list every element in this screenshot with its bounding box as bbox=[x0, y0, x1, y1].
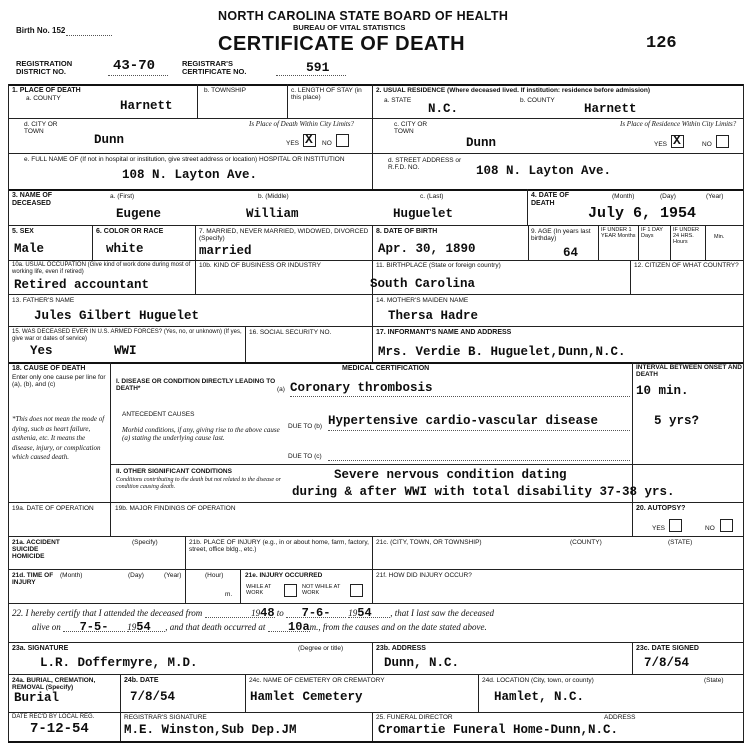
injury-m-label: m. bbox=[225, 591, 233, 598]
antecedent-label: ANTECEDENT CAUSES bbox=[122, 411, 195, 418]
autopsy-no-checkbox bbox=[720, 519, 733, 532]
father-value: Jules Gilbert Huguelet bbox=[34, 309, 200, 323]
not-work-label: NOT WHILE AT WORK bbox=[302, 584, 341, 596]
rule-v-mo bbox=[598, 225, 599, 260]
rule-v-hrs bbox=[670, 225, 671, 260]
accident-specify: (Specify) bbox=[132, 539, 158, 546]
cause-b-line bbox=[328, 430, 630, 431]
age-value: 64 bbox=[563, 246, 579, 260]
first-name-label: a. (First) bbox=[110, 193, 135, 200]
certificate-title: CERTIFICATE OF DEATH bbox=[218, 33, 466, 55]
medical-cert-label: MEDICAL CERTIFICATION bbox=[342, 365, 430, 372]
first-name-value: Eugene bbox=[116, 207, 162, 221]
rule-v-sex bbox=[92, 225, 93, 260]
autopsy-yes-checkbox bbox=[669, 519, 682, 532]
rule-r11 bbox=[8, 569, 744, 570]
rule-v-days bbox=[638, 225, 639, 260]
rule-r9 bbox=[8, 502, 744, 503]
rule-v-bur3 bbox=[478, 674, 479, 712]
degree-label: (Degree or title) bbox=[298, 645, 344, 652]
year-label: (Year) bbox=[706, 193, 724, 200]
rule-r7 bbox=[8, 326, 744, 327]
due-b-label: DUE TO (b) bbox=[288, 423, 323, 430]
reg-signature-label: REGISTRAR'S SIGNATURE bbox=[124, 714, 207, 721]
certify-text-1: 22. I hereby certify that I attended the deceased from 1948 to 7-6- 1954 , that I last saw the deceased bbox=[12, 606, 495, 620]
rule-r6 bbox=[8, 294, 744, 295]
bureau-title: BUREAU OF VITAL STATISTICS bbox=[293, 23, 406, 32]
cause-b-value: Hypertensive cardio-vascular disease bbox=[328, 414, 599, 428]
res-yes-label: YES bbox=[654, 141, 668, 148]
rule-int-top bbox=[632, 362, 743, 363]
place-limits-label: Is Place of Death Within City Limits? bbox=[249, 120, 354, 128]
res-no-label: NO bbox=[702, 141, 712, 148]
place-stay-label: c. LENGTH OF STAY (in this place) bbox=[291, 87, 362, 101]
father-label: 13. FATHER'S NAME bbox=[12, 297, 75, 304]
citizen-label: 12. CITIZEN OF WHAT COUNTRY? bbox=[634, 262, 739, 269]
place-limits-yes-checkbox: X bbox=[303, 134, 316, 147]
occupation-value: Retired accountant bbox=[14, 278, 150, 292]
death-date-label: 4. DATE OF DEATH bbox=[531, 192, 569, 207]
cause-enter-note: Enter only one cause per line for (a), (b), and (c) bbox=[12, 374, 106, 388]
res-city-value: Dunn bbox=[466, 136, 497, 150]
injury-state-label: (STATE) bbox=[668, 539, 693, 546]
name-label: 3. NAME OF DECEASED bbox=[12, 192, 53, 207]
place-yes-label: YES bbox=[286, 140, 300, 147]
middle-name-value: William bbox=[246, 207, 299, 221]
reg-cert-value: 591 bbox=[306, 60, 330, 75]
location-value: Hamlet, N.C. bbox=[494, 690, 585, 704]
residence-label: 2. USUAL RESIDENCE (Where deceased lived. If institution: residence before admission) bbox=[376, 87, 651, 94]
autopsy-yes-label: YES bbox=[652, 525, 666, 532]
rule-v-stay bbox=[287, 84, 288, 118]
hospital-label: e. FULL NAME OF (If not in hospital or institution, give street address or location) HOSPITAL OR INSTITUTION bbox=[24, 156, 345, 163]
not-work-checkbox bbox=[350, 584, 363, 597]
funeral-address-label: ADDRESS bbox=[604, 714, 636, 721]
injury-month-label: (Month) bbox=[60, 572, 83, 579]
while-work-label: WHILE AT WORK bbox=[246, 584, 272, 596]
occupation-label: 10a. USUAL OCCUPATION (Give kind of work done during most of working life, even if retired) bbox=[12, 262, 191, 275]
physician-signature: L.R. Doffermyre, M.D. bbox=[40, 656, 198, 670]
cause-side-note: *This does not mean the mode of dying, such as heart failure, asthenia, etc. It means the disease, injury, or complication which caused death. bbox=[12, 415, 105, 461]
armed-value: Yes bbox=[30, 344, 53, 358]
reg-cert-label: REGISTRAR'S CERTIFICATE NO. bbox=[182, 59, 247, 76]
ssn-label: 16. SOCIAL SECURITY NO. bbox=[249, 329, 332, 336]
res-county-label: b. COUNTY bbox=[520, 97, 555, 104]
last-name-value: Huguelet bbox=[393, 207, 454, 221]
place-city-value: Dunn bbox=[94, 133, 125, 147]
race-value: white bbox=[106, 242, 144, 256]
race-label: 6. COLOR OR RACE bbox=[96, 228, 164, 235]
rule-v-dsig bbox=[632, 642, 633, 674]
rule-v-ssn bbox=[245, 326, 246, 362]
cert-address-value: Dunn, N.C. bbox=[384, 656, 460, 670]
rule-v-biz bbox=[195, 260, 196, 294]
cause-ii-label: II. OTHER SIGNIFICANT CONDITIONS bbox=[116, 468, 232, 475]
armed-label: 15. WAS DECEASED EVER IN U.S. ARMED FORCES? (Yes, no, or unknown) (If yes, give war or dates of service) bbox=[12, 329, 242, 342]
rule-r4 bbox=[8, 225, 744, 226]
injury-hour-label: (Hour) bbox=[205, 572, 224, 579]
rule-r10 bbox=[8, 536, 744, 537]
rule-r14 bbox=[8, 674, 744, 675]
death-date-value: July 6, 1954 bbox=[588, 205, 697, 222]
res-street-label: d. STREET ADDRESS or R.F.D. NO. bbox=[388, 157, 462, 171]
rule-v-bur4 bbox=[372, 712, 373, 741]
reg-district-value: 43-70 bbox=[113, 58, 156, 74]
signature-label: 23a. SIGNATURE bbox=[12, 645, 69, 652]
business-label: 10b. KIND OF BUSINESS OR INDUSTRY bbox=[199, 262, 321, 269]
rule-top bbox=[8, 84, 744, 86]
hospital-value: 108 N. Layton Ave. bbox=[122, 168, 258, 182]
res-city-label: c. CITY OR TOWN bbox=[394, 121, 428, 135]
cause-a-value: Coronary thrombosis bbox=[290, 381, 433, 395]
rule-v-cause bbox=[110, 362, 111, 502]
reg-cert-line bbox=[276, 75, 346, 76]
while-work-checkbox bbox=[284, 584, 297, 597]
burial-label: 24a. BURIAL, CREMATION, REMOVAL (Specify) bbox=[12, 677, 96, 691]
place-county-label: a. COUNTY bbox=[26, 95, 61, 102]
op-findings-label: 19b. MAJOR FINDINGS OF OPERATION bbox=[115, 505, 236, 512]
rule-r2 bbox=[8, 153, 744, 154]
funeral-director-value: Cromartie Funeral Home-Dunn,N.C. bbox=[378, 723, 619, 737]
burial-date-label: 24b. DATE bbox=[124, 677, 159, 684]
sex-label: 5. SEX bbox=[12, 228, 34, 235]
marital-label: 7. MARRIED, NEVER MARRIED, WIDOWED, DIVORCED (Specify) bbox=[199, 228, 369, 242]
birth-no-line bbox=[66, 35, 112, 36]
rule-v-aut bbox=[632, 502, 633, 536]
rule-v-mid1 bbox=[372, 84, 373, 189]
cause-ii-sub: Conditions contributing to the death but not related to the disease or condition causing death. bbox=[116, 477, 281, 490]
date-recd-value: 7-12-54 bbox=[30, 721, 89, 737]
rule-v-race bbox=[195, 225, 196, 260]
cemetery-label: 24c. NAME OF CEMETERY OR CREMATORY bbox=[249, 677, 385, 684]
mother-label: 14. MOTHER'S MAIDEN NAME bbox=[376, 297, 469, 304]
reg-district-line bbox=[108, 75, 168, 76]
agency-title: NORTH CAROLINA STATE BOARD OF HEALTH bbox=[218, 9, 509, 23]
rule-right bbox=[743, 84, 744, 741]
op-date-label: 19a. DATE OF OPERATION bbox=[12, 505, 94, 512]
cause-label: 18. CAUSE OF DEATH bbox=[12, 365, 86, 372]
under1d-label: IF 1 DAY Days bbox=[641, 227, 663, 239]
min-label: Min. bbox=[714, 234, 725, 240]
date-recd-label: DATE REC'D BY LOCAL REG. bbox=[12, 714, 95, 720]
place-label: 1. PLACE OF DEATH bbox=[12, 87, 81, 94]
rule-v-op bbox=[110, 502, 111, 536]
condition-line2: during & after WWI with total disability 37-38 yrs. bbox=[292, 485, 675, 499]
mother-value: Thersa Hadre bbox=[388, 309, 479, 323]
interval-a-value: 10 min. bbox=[636, 384, 689, 398]
rule-r5 bbox=[8, 260, 744, 261]
cause-a-line bbox=[290, 396, 630, 397]
file-number: 126 bbox=[646, 34, 677, 53]
last-name-label: c. (Last) bbox=[420, 193, 444, 200]
certify-text-2: alive on 7-5- 1954 , and that death occurred at 10am., from the causes and on the date stated above. bbox=[32, 620, 487, 634]
due-c-label: DUE TO (c) bbox=[288, 453, 322, 460]
rule-v-date bbox=[527, 189, 528, 225]
birth-date-value: Apr. 30, 1890 bbox=[378, 242, 476, 256]
sex-value: Male bbox=[14, 242, 45, 256]
reg-signature-value: M.E. Winston,Sub Dep.JM bbox=[124, 723, 297, 737]
interval-label: INTERVAL BETWEEN ONSET AND DEATH bbox=[636, 364, 742, 378]
rule-v-inj2 bbox=[372, 536, 373, 603]
accident-label: 21a. ACCIDENT SUICIDE HOMICIDE bbox=[12, 539, 60, 560]
under1-label: IF UNDER 1 YEAR Months bbox=[601, 227, 636, 239]
birth-no-label: Birth No. 152 bbox=[16, 26, 66, 35]
cert-address-label: 23b. ADDRESS bbox=[376, 645, 426, 652]
rule-v-age bbox=[528, 225, 529, 260]
rule-v-inj1 bbox=[185, 536, 186, 603]
rule-cause-ii bbox=[110, 464, 743, 465]
condition-line1: Severe nervous condition dating bbox=[334, 468, 567, 482]
reg-district-label: REGISTRATION DISTRICT NO. bbox=[16, 59, 73, 76]
cause-c-line bbox=[328, 460, 630, 461]
autopsy-no-label: NO bbox=[705, 525, 715, 532]
res-limits-no-checkbox bbox=[716, 135, 729, 148]
location-state-label: (State) bbox=[704, 677, 724, 684]
burial-value: Burial bbox=[14, 691, 60, 705]
age-label: 9. AGE (In years last birthday) bbox=[531, 228, 591, 242]
rule-left bbox=[8, 84, 9, 741]
rule-v-twp bbox=[197, 84, 198, 118]
rule-v-int bbox=[632, 362, 633, 502]
res-state-value: N.C. bbox=[428, 102, 459, 116]
place-limits-no-checkbox bbox=[336, 134, 349, 147]
res-limits-label: Is Place of Residence Within City Limits? bbox=[620, 120, 737, 128]
place-city-label: d. CITY OR TOWN bbox=[24, 121, 58, 135]
morbid-note: Morbid conditions, if any, giving rise to the above cause (a) stating the underlying cause last. bbox=[122, 426, 280, 442]
war-value: WWI bbox=[114, 344, 137, 358]
rule-r1 bbox=[8, 118, 744, 119]
day-label: (Day) bbox=[660, 193, 676, 200]
rule-v-cit bbox=[630, 260, 631, 294]
res-county-value: Harnett bbox=[584, 102, 637, 116]
rule-v-bur2 bbox=[245, 674, 246, 712]
injury-year-label: (Year) bbox=[164, 572, 182, 579]
rule-v-sig bbox=[372, 642, 373, 674]
rule-r3 bbox=[8, 189, 744, 191]
birth-date-label: 8. DATE OF BIRTH bbox=[376, 228, 438, 235]
funeral-director-label: 25. FUNERAL DIRECTOR bbox=[376, 714, 453, 721]
interval-b-value: 5 yrs? bbox=[654, 414, 700, 428]
injury-city-label: 21c. (CITY, TOWN, OR TOWNSHIP) bbox=[376, 539, 482, 546]
injury-county-label: (COUNTY) bbox=[570, 539, 602, 546]
res-street-value: 108 N. Layton Ave. bbox=[476, 164, 612, 178]
birthplace-label: 11. BIRTHPLACE (State or foreign country) bbox=[376, 262, 501, 269]
burial-date-value: 7/8/54 bbox=[130, 690, 176, 704]
marital-value: married bbox=[199, 244, 252, 258]
rule-r15 bbox=[8, 712, 744, 713]
informant-label: 17. INFORMANT'S NAME AND ADDRESS bbox=[376, 329, 512, 336]
cause-a-letter: (a) bbox=[277, 386, 285, 393]
res-state-label: a. STATE bbox=[384, 97, 412, 104]
rule-r12 bbox=[8, 603, 744, 604]
injury-occurred-label: 21e. INJURY OCCURRED bbox=[245, 572, 323, 579]
date-signed-value: 7/8/54 bbox=[644, 656, 690, 670]
middle-name-label: b. (Middle) bbox=[258, 193, 289, 200]
rule-v-inj3 bbox=[240, 569, 241, 603]
location-label: 24d. LOCATION (City, town, or county) bbox=[482, 677, 594, 684]
month-label: (Month) bbox=[612, 193, 635, 200]
injury-place-label: 21b. PLACE OF INJURY (e.g., in or about home, farm, factory, street, office bldg., etc.) bbox=[189, 539, 369, 553]
place-no-label: NO bbox=[322, 140, 332, 147]
rule-bottom bbox=[8, 741, 744, 743]
cemetery-value: Hamlet Cemetery bbox=[250, 690, 363, 704]
place-county-value: Harnett bbox=[120, 99, 173, 113]
injury-time-label: 21d. TIME OF INJURY bbox=[12, 572, 54, 586]
cause-i-label: I. DISEASE OR CONDITION DIRECTLY LEADING TO DEATH* bbox=[116, 378, 276, 392]
rule-v-mid2 bbox=[372, 225, 373, 362]
res-limits-yes-checkbox: X bbox=[671, 135, 684, 148]
date-signed-label: 23c. DATE SIGNED bbox=[636, 645, 699, 652]
under24-label: IF UNDER 24 HRS. Hours bbox=[673, 227, 699, 245]
rule-v-min bbox=[705, 225, 706, 260]
place-township-label: b. TOWNSHIP bbox=[204, 87, 247, 94]
injury-how-label: 21f. HOW DID INJURY OCCUR? bbox=[376, 572, 472, 579]
birthplace-value: South Carolina bbox=[370, 277, 476, 291]
injury-day-label: (Day) bbox=[128, 572, 144, 579]
rule-v-bur1 bbox=[120, 674, 121, 741]
rule-r13 bbox=[8, 642, 744, 643]
autopsy-label: 20. AUTOPSY? bbox=[636, 505, 686, 512]
informant-value: Mrs. Verdie B. Huguelet,Dunn,N.C. bbox=[378, 345, 626, 359]
